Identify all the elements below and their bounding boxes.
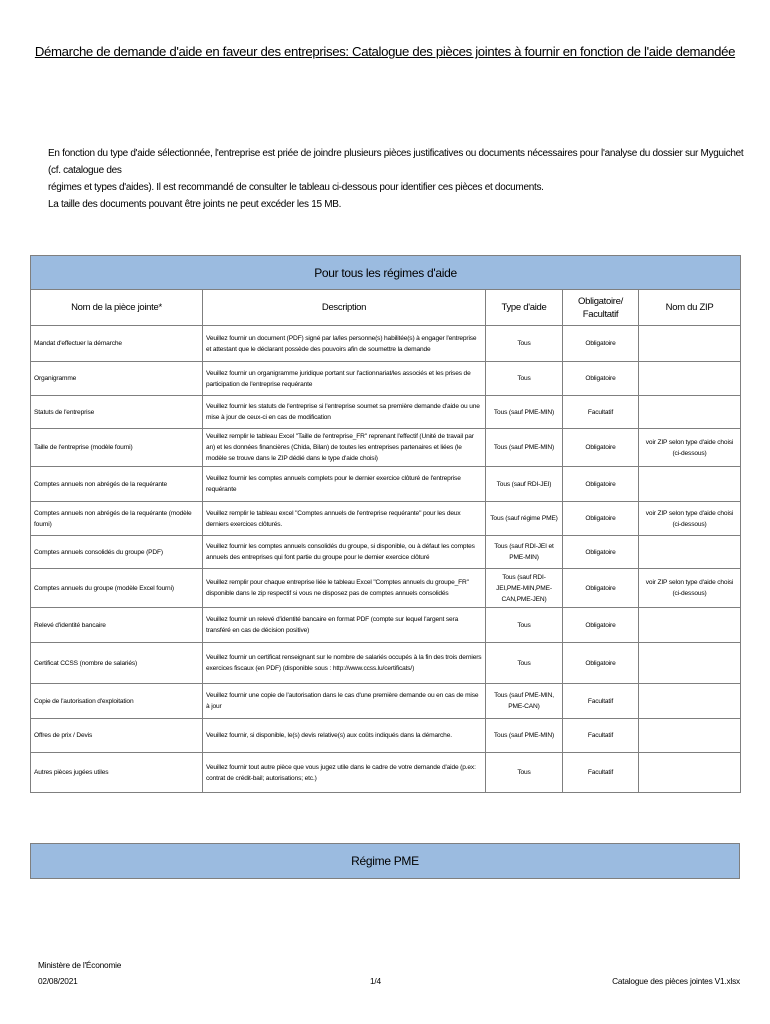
intro-line-2: régimes et types d'aides). Il est recommandé de consulter le tableau ci-dessous pour identifier ces pièces et documents. <box>48 182 544 193</box>
cell-name: Relevé d'identité bancaire <box>31 608 203 643</box>
cell-description: Veuillez fournir un document (PDF) signé par la/les personne(s) habilitée(s) à engager l'entreprise et attestant que le déclarant possède des pouvoirs afin de soumettre la demande <box>203 326 486 362</box>
cell-description: Veuillez fournir les comptes annuels complets pour le dernier exercice clôturé de l'entreprise requérante <box>203 467 486 502</box>
cell-zip <box>639 326 741 362</box>
cell-type: Tous (sauf RDI-JEI) <box>486 467 563 502</box>
cell-description: Veuillez fournir, si disponible, le(s) devis relative(s) aux coûts indiqués dans la démarche. <box>203 719 486 753</box>
footer-left <box>38 957 121 989</box>
cell-zip <box>639 467 741 502</box>
cell-name: Mandat d'effectuer la démarche <box>31 326 203 362</box>
cell-type: Tous <box>486 753 563 793</box>
footer-page: 1/4 <box>370 976 381 986</box>
cell-zip: voir ZIP selon type d'aide choisi (ci-dessous) <box>639 429 741 467</box>
cell-name: Statuts de l'entreprise <box>31 396 203 429</box>
cell-mandatory: Obligatoire <box>563 429 639 467</box>
cell-zip <box>639 536 741 569</box>
cell-name: Taille de l'entreprise (modèle fourni) <box>31 429 203 467</box>
header-type: Type d'aide <box>486 290 563 326</box>
cell-zip <box>639 643 741 684</box>
cell-description: Veuillez remplir le tableau Excel "Taille de l'entreprise_FR" reprenant l'effectif (Unité de travail par an) et les données financières (Chida, Bilan) de toutes les entreprises partenaires et liées (le modèle se trouve dans le ZIP dédié dans le type d'aide choisi) <box>203 429 486 467</box>
cell-type: Tous <box>486 608 563 643</box>
footer-ministry: Ministère de l'Économie <box>38 960 122 970</box>
cell-type: Tous (sauf PME-MIN) <box>486 396 563 429</box>
cell-mandatory: Facultatif <box>563 396 639 429</box>
footer-date: 02/08/2021 <box>38 976 78 986</box>
cell-mandatory: Obligatoire <box>563 467 639 502</box>
table-row <box>31 643 741 684</box>
cell-description: Veuillez fournir un certificat renseignant sur le nombre de salariés occupés à la fin des trois derniers exercices fiscaux (en PDF) (disponible sous : http://www.ccss.lu/certificats/) <box>203 643 486 684</box>
cell-mandatory: Facultatif <box>563 719 639 753</box>
cell-mandatory: Obligatoire <box>563 326 639 362</box>
cell-type: Tous (sauf RDI-JEI,PME-MIN,PME-CAN,PME-JEN) <box>486 569 563 608</box>
table-row <box>31 753 741 793</box>
cell-type: Tous (sauf PME-MIN, PME-CAN) <box>486 684 563 719</box>
table-row <box>31 684 741 719</box>
intro-line-1: En fonction du type d'aide sélectionnée, l'entreprise est priée de joindre plusieurs pièces justificatives ou documents nécessaires pour l'analyse du dossier sur Myguichet (cf. catalogue des <box>48 148 744 176</box>
cell-mandatory: Obligatoire <box>563 608 639 643</box>
cell-description: Veuillez fournir tout autre pièce que vous jugez utile dans le cadre de votre demande d'aide (p.ex: contrat de crédit-bail; autorisations; etc.) <box>203 753 486 793</box>
cell-mandatory: Obligatoire <box>563 502 639 536</box>
intro-line-3: La taille des documents pouvant être joints ne peut excéder les 15 MB. <box>48 199 342 210</box>
cell-description: Veuillez remplir pour chaque entreprise liée le tableau Excel "Comptes annuels du groupe_FR" disponible dans le zip respectif si vous ne disposez pas de comptes annuels consolidés <box>203 569 486 608</box>
cell-name: Autres pièces jugées utiles <box>31 753 203 793</box>
cell-description: Veuillez fournir les statuts de l'entreprise si l'entreprise soumet sa première demande d'aide ou une mise à jour de ceux-ci en cas de modification <box>203 396 486 429</box>
cell-description: Veuillez fournir les comptes annuels consolidés du groupe, si disponible, ou à défaut les comptes annuels des entreprises qui font partie du groupe pour le dernier exercice clôturé <box>203 536 486 569</box>
cell-description: Veuillez fournir un organigramme juridique portant sur l'actionnariat/les associés et les prises de participation de l'entreprise requérante <box>203 362 486 396</box>
cell-mandatory: Obligatoire <box>563 536 639 569</box>
cell-name: Organigramme <box>31 362 203 396</box>
table-row <box>31 608 741 643</box>
cell-type: Tous (sauf PME-MIN) <box>486 719 563 753</box>
table-row <box>31 502 741 536</box>
table-row <box>31 396 741 429</box>
cell-mandatory: Facultatif <box>563 753 639 793</box>
cell-name: Comptes annuels consolidés du groupe (PDF) <box>31 536 203 569</box>
cell-zip <box>639 684 741 719</box>
table-row <box>31 569 741 608</box>
cell-description: Veuillez remplir le tableau excel "Comptes annuels de l'entreprise requérante" pour les deux derniers exercices clôturés. <box>203 502 486 536</box>
cell-name: Comptes annuels non abrégés de la requérante <box>31 467 203 502</box>
cell-mandatory: Obligatoire <box>563 569 639 608</box>
cell-zip: voir ZIP selon type d'aide choisi (ci-dessous) <box>639 569 741 608</box>
table-row <box>31 467 741 502</box>
cell-description: Veuillez fournir une copie de l'autorisation dans le cas d'une première demande ou en cas de mise à jour <box>203 684 486 719</box>
table-row <box>31 536 741 569</box>
cell-type: Tous <box>486 643 563 684</box>
header-description: Description <box>203 290 486 326</box>
intro-text <box>48 145 748 213</box>
cell-zip <box>639 396 741 429</box>
table-row <box>31 429 741 467</box>
cell-zip <box>639 362 741 396</box>
cell-zip <box>639 608 741 643</box>
cell-zip <box>639 719 741 753</box>
cell-name: Copie de l'autorisation d'exploitation <box>31 684 203 719</box>
cell-name: Comptes annuels non abrégés de la requérante (modèle fourni) <box>31 502 203 536</box>
cell-mandatory: Obligatoire <box>563 643 639 684</box>
table-row <box>31 719 741 753</box>
header-name: Nom de la pièce jointe* <box>31 290 203 326</box>
section-title-all-regimes: Pour tous les régimes d'aide <box>31 256 741 290</box>
section-title-pme: Régime PME <box>31 844 740 879</box>
header-zip: Nom du ZIP <box>639 290 741 326</box>
cell-type: Tous (sauf RDI-JEI et PME-MIN) <box>486 536 563 569</box>
cell-name: Offres de prix / Devis <box>31 719 203 753</box>
table-row <box>31 326 741 362</box>
header-mandatory: Obligatoire/ Facultatif <box>563 290 639 326</box>
footer-filename: Catalogue des pièces jointes V1.xlsx <box>612 976 740 986</box>
cell-type: Tous <box>486 362 563 396</box>
page-title: Démarche de demande d'aide en faveur des entreprises: Catalogue des pièces jointes à fournir en fonction de l'aide demandée <box>34 44 736 59</box>
cell-name: Comptes annuels du groupe (modèle Excel fourni) <box>31 569 203 608</box>
attachments-table <box>30 255 741 793</box>
cell-zip <box>639 753 741 793</box>
cell-description: Veuillez fournir un relevé d'identité bancaire en format PDF (compte sur lequel l'argent sera transféré en cas de décision positive) <box>203 608 486 643</box>
table-row <box>31 362 741 396</box>
cell-mandatory: Obligatoire <box>563 362 639 396</box>
cell-type: Tous <box>486 326 563 362</box>
cell-mandatory: Facultatif <box>563 684 639 719</box>
pme-regime-table <box>30 843 740 879</box>
cell-type: Tous (sauf régime PME) <box>486 502 563 536</box>
cell-name: Certificat CCSS (nombre de salariés) <box>31 643 203 684</box>
cell-zip: voir ZIP selon type d'aide choisi (ci-dessous) <box>639 502 741 536</box>
cell-type: Tous (sauf PME-MIN) <box>486 429 563 467</box>
